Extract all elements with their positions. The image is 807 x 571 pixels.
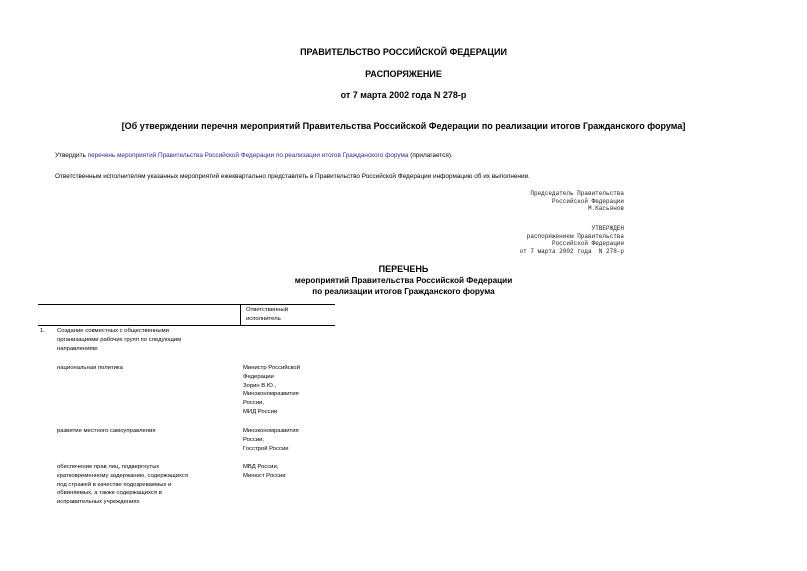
- responsible-line: Госстрой России: [243, 445, 289, 452]
- row-text-line: Создание совместных с общественными: [57, 328, 169, 334]
- table-row: [57, 427, 156, 436]
- perechen-subtitle-2: по реализации итогов Гражданского форума: [312, 287, 495, 296]
- signature-name: М.Касьянов: [587, 205, 624, 213]
- row-number: 1.: [40, 328, 45, 334]
- perechen-title: ПЕРЕЧЕНЬ: [378, 264, 429, 274]
- table-column-header: [246, 306, 288, 324]
- row-text-line: национальная политика: [57, 365, 123, 371]
- row-text-line: организациями рабочих групп по следующим: [57, 336, 182, 343]
- table-header-border: [38, 325, 335, 326]
- approval-country: Российской Федерации: [551, 240, 624, 248]
- responsible-line: России,: [243, 400, 265, 407]
- row-responsible: [243, 427, 299, 453]
- responsible-line: Минюст России: [243, 472, 286, 479]
- approval-block: [364, 225, 624, 255]
- paragraph-reporting: Ответственным исполнителям указанных мероприятий ежеквартально представлять в Правительство Российской Федерации информацию об их выполнении.: [55, 173, 530, 180]
- document-title: [Об утверждении перечня мероприятий Правительства Российской Федерации по реализации итогов Гражданского форума]: [121, 121, 686, 131]
- table-row: [57, 364, 123, 373]
- responsible-line: Минэкономразвития: [243, 428, 299, 434]
- approval-by: распоряжением Правительства: [526, 232, 624, 240]
- row-text-line: развитие местного самоуправления: [57, 428, 156, 434]
- table-row: [57, 327, 205, 353]
- signature-position: Председатель Правительства: [530, 190, 624, 197]
- row-responsible: [243, 364, 300, 417]
- signature-country: Российской Федерации: [551, 197, 624, 205]
- row-text-line: кратковременному задержанию, содержащихся: [57, 472, 189, 479]
- table-row: [57, 463, 188, 507]
- responsible-line: Минэкономразвития: [243, 391, 299, 398]
- perechen-link[interactable]: перечень мероприятий Правительства Российской Федерации по реализации итогов Гражданского форума: [87, 152, 409, 159]
- government-name: ПРАВИТЕЛЬСТВО РОССИЙСКОЙ ФЕДЕРАЦИИ: [300, 47, 507, 57]
- responsible-line: России,: [243, 436, 265, 443]
- responsible-line: Зорин В.Ю.,: [243, 382, 277, 389]
- responsible-line: Федерации: [243, 373, 274, 380]
- row-text-line: под стражей в качестве подозреваемых и: [57, 481, 172, 488]
- paragraph-approve-suffix: (прилагается).: [408, 152, 453, 159]
- document-type: РАСПОРЯЖЕНИЕ: [365, 69, 442, 79]
- row-text-line: обеспечение прав лиц, подвергнутых: [57, 464, 160, 470]
- responsible-line: МИД России: [243, 408, 278, 415]
- approval-status: УТВЕРЖДЕН: [591, 225, 624, 232]
- paragraph-approve: [55, 152, 453, 160]
- perechen-subtitle-1: мероприятий Правительства Российской Федерации: [294, 276, 513, 285]
- column-header-line-1: Ответственный: [246, 307, 289, 313]
- paragraph-approve-prefix: Утвердить: [55, 152, 88, 159]
- row-responsible: [243, 463, 286, 481]
- document-date-number: от 7 марта 2002 года N 278-р: [340, 90, 467, 100]
- responsible-line: МВД России,: [243, 464, 279, 470]
- row-text-line: направлениям:: [57, 345, 99, 352]
- table-column-divider: [240, 304, 241, 326]
- table-top-border: [38, 304, 335, 305]
- signature-block: [364, 190, 624, 213]
- row-text-line: исправительных учреждениях: [57, 499, 140, 506]
- column-header-line-2: исполнитель: [246, 315, 281, 322]
- row-text-line: обвиняемых, а также содержащихся в: [57, 490, 162, 497]
- approval-date: от 7 марта 2002 года N 278-р: [519, 247, 624, 255]
- responsible-line: Министр Российской: [243, 365, 300, 371]
